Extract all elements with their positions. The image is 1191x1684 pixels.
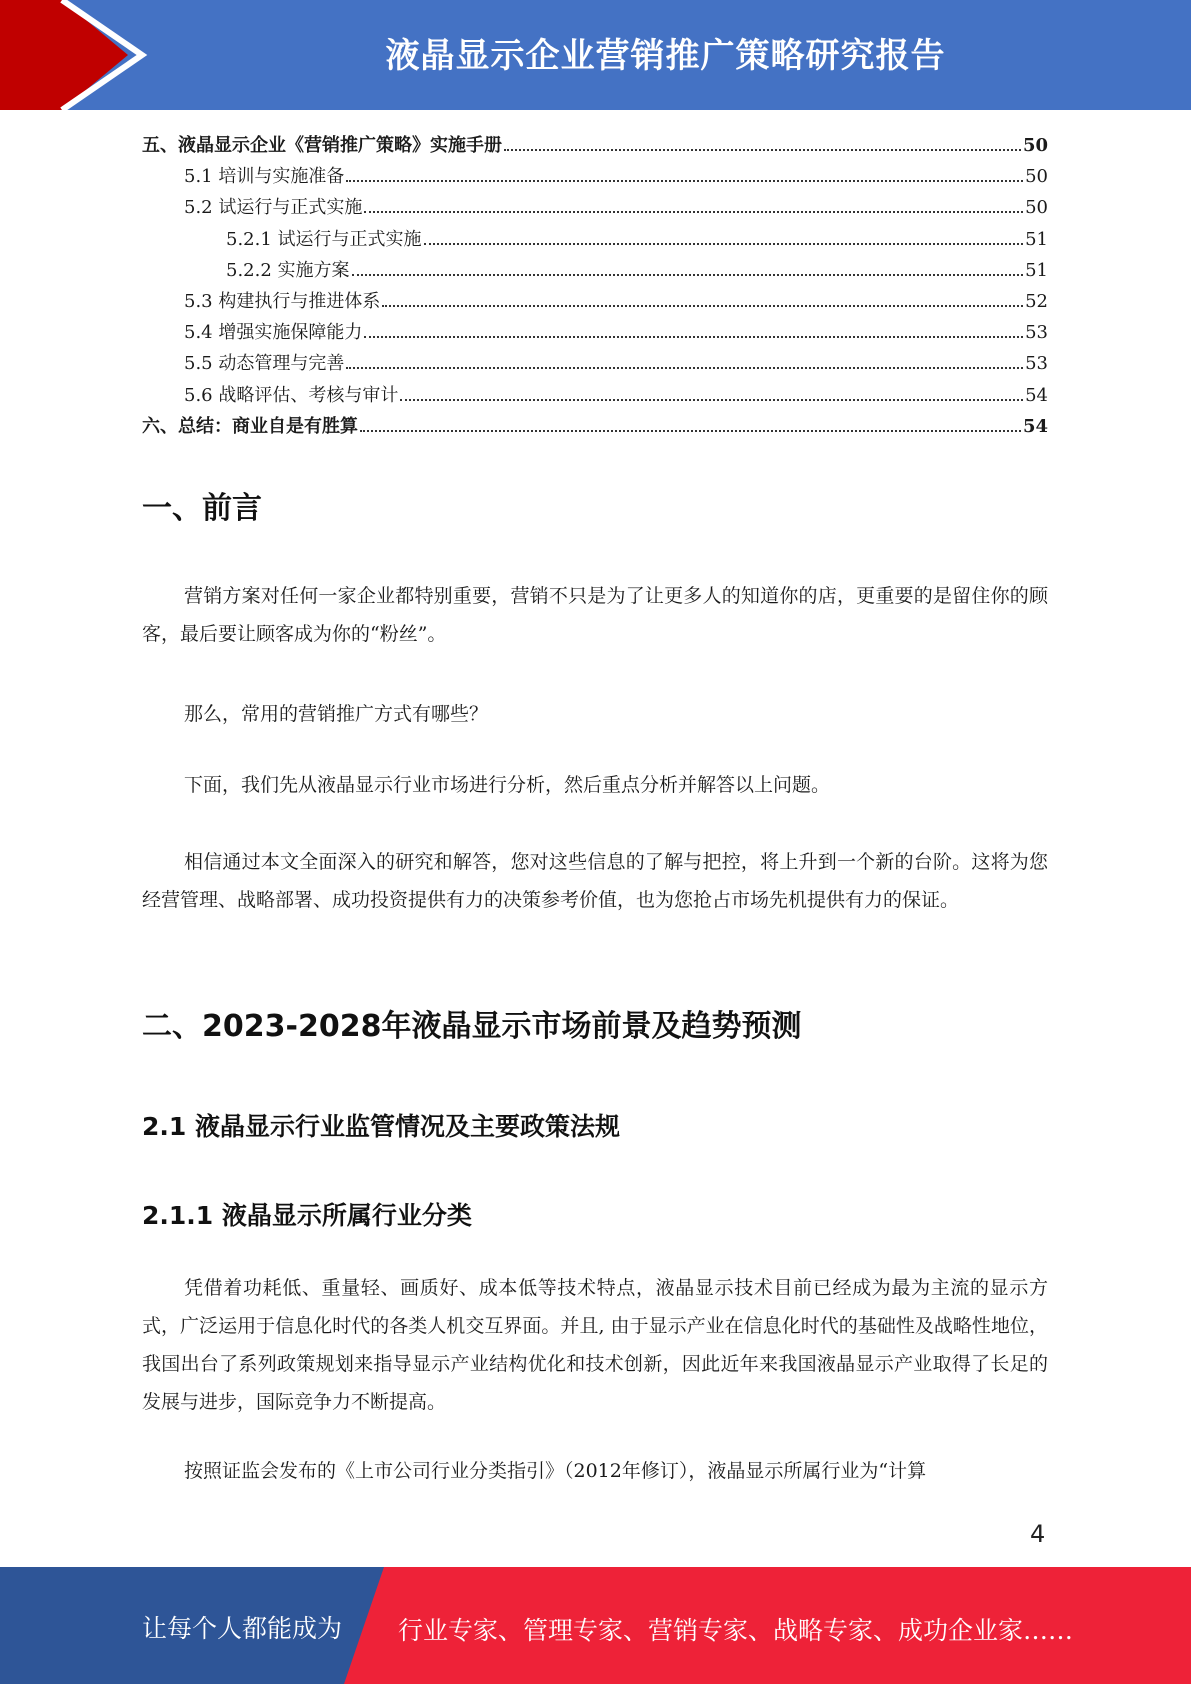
footer-banner xyxy=(0,1567,1191,1684)
toc-entry[interactable] xyxy=(142,348,1048,379)
toc-entry-title: 5.5 动态管理与完善 xyxy=(184,353,345,375)
toc-entry-title: 5.6 战略评估、考核与审计 xyxy=(184,384,399,406)
toc-entry-title: 六、总结：商业自是有胜算 xyxy=(142,415,358,437)
toc-entry[interactable] xyxy=(142,380,1048,411)
toc-entry-title: 5.2.2 实施方案 xyxy=(226,259,350,281)
toc-entry-page: 50 xyxy=(1022,135,1048,156)
arrow-decoration xyxy=(0,0,160,110)
toc-entry[interactable] xyxy=(142,192,1048,223)
toc-leader-dots xyxy=(346,367,1023,369)
toc-leader-dots xyxy=(424,243,1024,245)
toc-entry-title: 5.2.1 试运行与正式实施 xyxy=(226,228,422,250)
subsection-heading: 2.1.1 液晶显示所属行业分类 xyxy=(142,1201,472,1230)
toc-entry-page: 53 xyxy=(1025,322,1048,344)
paragraph: 按照证监会发布的《上市公司行业分类指引》（2012年修订），液晶显示所属行业为“计算 xyxy=(184,1460,927,1482)
toc-leader-dots xyxy=(364,211,1023,213)
toc-entry-title: 5.4 增强实施保障能力 xyxy=(184,322,363,344)
toc-entry[interactable] xyxy=(142,411,1048,442)
paragraph: 营销方案对任何一家企业都特别重要，营销不只是为了让更多人的知道你的店，更重要的是留住你的顾客，最后要让顾客成为你的“粉丝”。 xyxy=(142,585,1048,645)
section-heading-market: 二、2023-2028年液晶显示市场前景及趋势预测 xyxy=(142,1009,802,1044)
section-heading-preface: 一、前言 xyxy=(142,491,262,526)
paragraph: 凭借着功耗低、重量轻、画质好、成本低等技术特点，液晶显示技术目前已经成为最为主流的显示方式，广泛运用于信息化时代的各类人机交互界面。并且, 由于显示产业在信息化时代的基础性及战略性地位，我国出台了系列政策规划来指导显示产业结构优化和技术创新，因此近年来我国液晶显示产业取得了长足的发展与进步，国际竞争力不断提高。 xyxy=(142,1277,1048,1413)
toc-entry[interactable] xyxy=(142,286,1048,317)
toc-entry-title: 5.3 构建执行与推进体系 xyxy=(184,290,381,312)
footer-slogan-right: 行业专家、管理专家、营销专家、战略专家、成功企业家…… xyxy=(398,1616,1074,1645)
toc-entry-page: 53 xyxy=(1025,353,1048,375)
toc-entry[interactable] xyxy=(142,224,1048,255)
toc-entry-title: 五、液晶显示企业《营销推广策略》实施手册 xyxy=(142,135,502,156)
paragraph: 下面，我们先从液晶显示行业市场进行分析，然后重点分析并解答以上问题。 xyxy=(184,774,831,796)
toc-entry-page: 50 xyxy=(1025,166,1048,188)
toc-entry[interactable] xyxy=(142,161,1048,192)
toc-leader-dots xyxy=(400,399,1023,401)
toc-leader-dots xyxy=(352,274,1024,276)
paragraph: 相信通过本文全面深入的研究和解答，您对这些信息的了解与把控，将上升到一个新的台阶。这将为您经营管理、战略部署、成功投资提供有力的决策参考价值，也为您抢占市场先机提供有力的保证。 xyxy=(142,851,1048,911)
toc-entry[interactable] xyxy=(142,255,1048,286)
toc-entry-page: 51 xyxy=(1025,259,1048,281)
table-of-contents xyxy=(142,130,1048,442)
subsection-heading: 2.1 液晶显示行业监管情况及主要政策法规 xyxy=(142,1112,620,1141)
report-title: 液晶显示企业营销推广策略研究报告 xyxy=(385,36,946,76)
toc-leader-dots xyxy=(346,180,1023,182)
toc-leader-dots xyxy=(360,430,1021,432)
toc-entry-title: 5.2 试运行与正式实施 xyxy=(184,197,363,219)
header-banner xyxy=(0,0,1191,110)
toc-entry-page: 54 xyxy=(1022,415,1048,437)
toc-leader-dots xyxy=(382,305,1023,307)
toc-entry-title: 5.1 培训与实施准备 xyxy=(184,166,345,188)
toc-entry[interactable] xyxy=(142,317,1048,348)
toc-leader-dots xyxy=(364,336,1023,338)
toc-entry-page: 54 xyxy=(1025,384,1048,406)
toc-entry[interactable] xyxy=(142,130,1048,161)
paragraph: 那么，常用的营销推广方式有哪些？ xyxy=(184,703,489,725)
toc-entry-page: 51 xyxy=(1025,228,1048,250)
toc-leader-dots xyxy=(504,149,1021,151)
toc-entry-page: 52 xyxy=(1025,290,1048,312)
footer-slogan-left: 让每个人都能成为 xyxy=(142,1614,343,1643)
toc-entry-page: 50 xyxy=(1025,197,1048,219)
page-number: 4 xyxy=(1030,1520,1046,1548)
